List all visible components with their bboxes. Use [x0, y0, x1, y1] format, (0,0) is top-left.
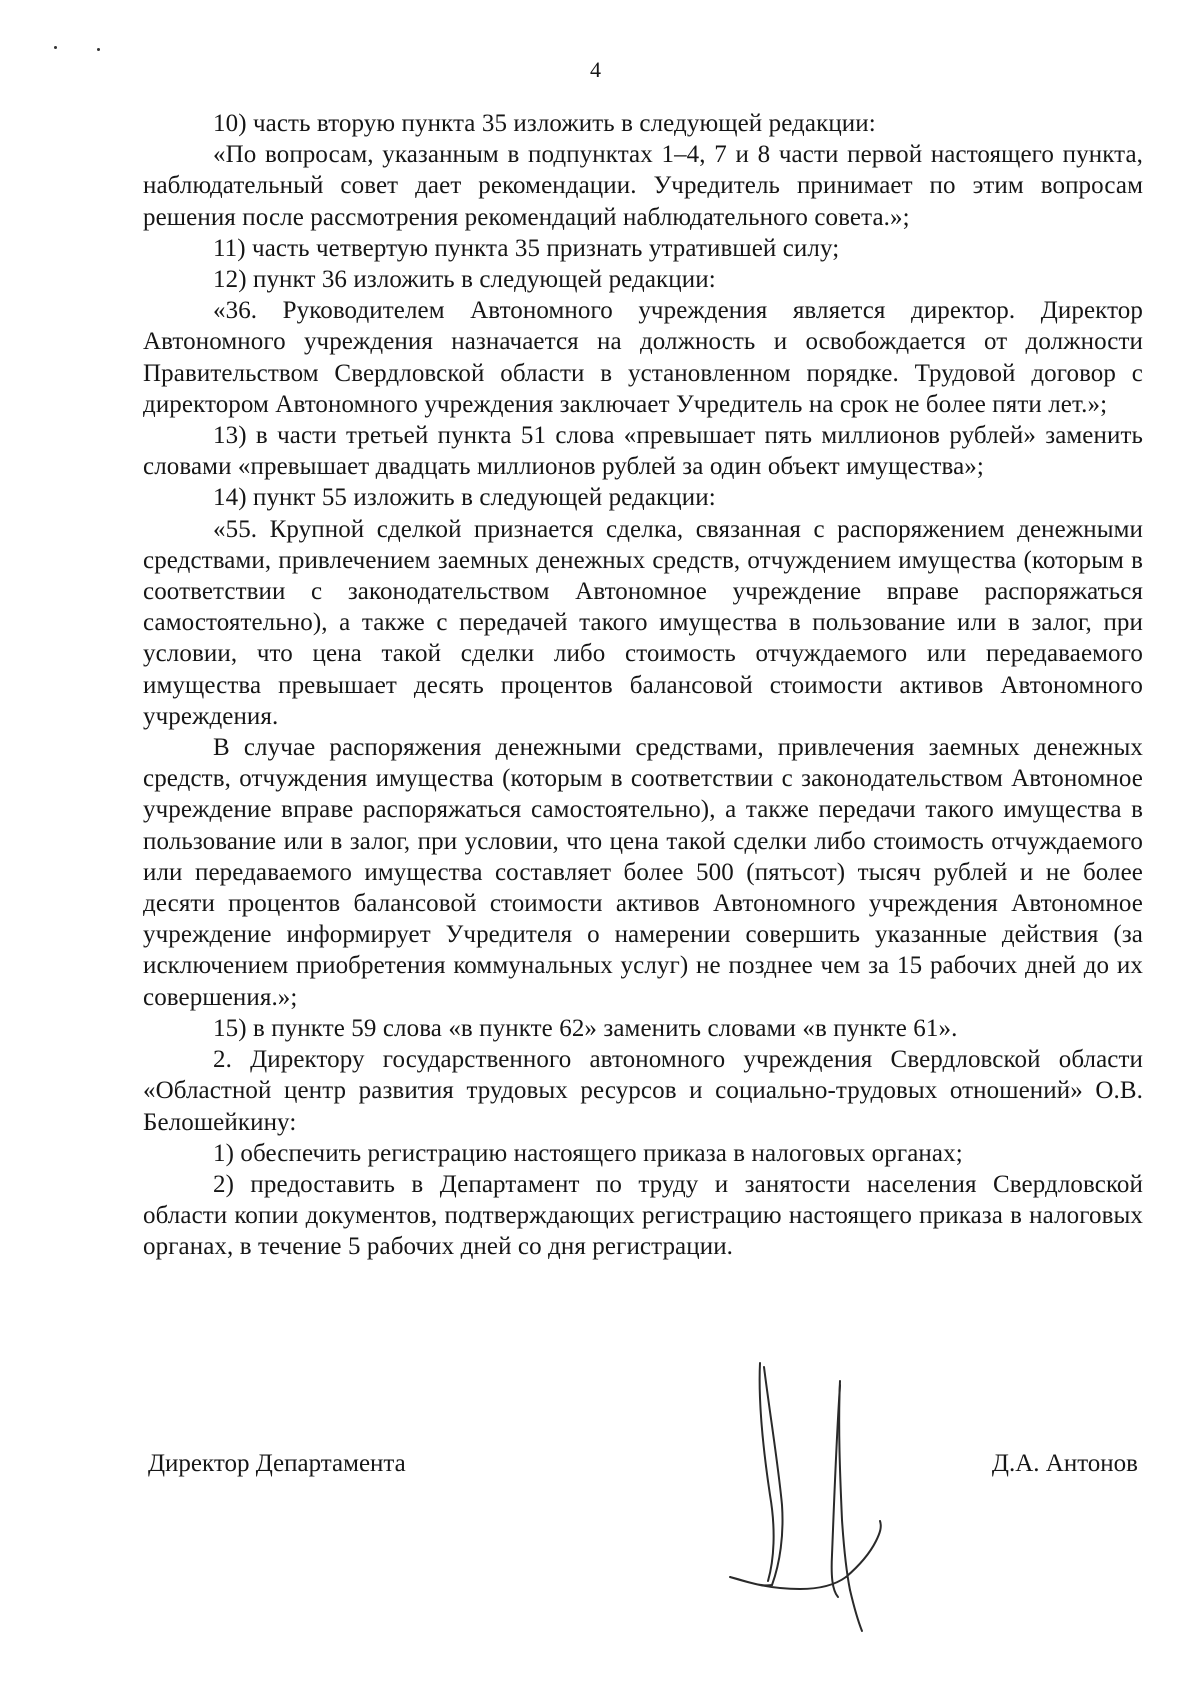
paragraph-subitem-1: 1) обеспечить регистрацию настоящего приказа в налоговых органах; — [213, 1139, 963, 1167]
signature-block — [148, 1448, 1138, 1488]
paragraph-quote-35: «По вопросам, указанным в подпунктах 1–4, 7 и 8 части первой настоящего пункта, наблюдательный совет дает рекомендации. Учредитель принимает по этим вопросам решения после рассмотрения рекомендаций наблюдательного совета.»; — [143, 141, 1143, 231]
page-number: 4 — [590, 57, 601, 82]
paragraph-subitem-2: 2) предоставить в Департамент по труду и занятости населения Свердловской области копии документов, подтверждающих регистрацию настоящего приказа в налоговых органах, в течение 5 рабочих дней со дня регистрации. — [143, 1170, 1143, 1261]
paragraph-item-13: 13) в части третьей пункта 51 слова «превышает пять миллионов рублей» заменить словами «превышает двадцать миллионов рублей за один объект имущества»; — [143, 422, 1143, 481]
paragraph-quote-55: «55. Крупной сделкой признается сделка, связанная с распоряжением денежными средствами, привлечением заемных денежных средств, отчуждением имущества (которым в соответствии с законодательством Автономное учреждение вправе распоряжаться самостоятельно), а также с передачей такого имущества в пользование или в залог, при условии, что цена такой сделки либо стоимость отчуждаемого или передаваемого имущества превышает десять процентов балансовой стоимости активов Автономного учреждения. — [143, 515, 1143, 730]
paragraph-quote-55-part-2: В случае распоряжения денежными средствами, привлечения заемных денежных средств, отчуждения имущества (которым в соответствии с законодательством Автономное учреждение вправе распоряжаться самостоятельно), а также передачи такого имущества в пользование или в залог, при условии, что цена такой сделки либо стоимость отчуждаемого или передаваемого имущества составляет более 500 (пятьсот) тысяч рублей и не более десяти процентов балансовой стоимости активов Автономного учреждения Автономное учреждение информирует Учредителя о намерении совершить указанные действия (за исключением приобретения коммунальных услуг) не позднее чем за 15 рабочих дней до их совершения.»; — [143, 734, 1143, 1011]
paragraph-quote-36: «36. Руководителем Автономного учреждения является директор. Директор Автономного учреждения назначается на должность и освобождается от должности Правительством Свердловской области в установленном порядке. Трудовой договор с директором Автономного учреждения заключает Учредитель на срок не более пяти лет.»; — [143, 297, 1143, 418]
handwritten-signature — [690, 1345, 950, 1635]
paragraph-item-14: 14) пункт 55 изложить в следующей редакции: — [213, 484, 716, 512]
paragraph-item-10: 10) часть вторую пункта 35 изложить в следующей редакции: — [213, 110, 876, 137]
paragraph-item-15: 15) в пункте 59 слова «в пункте 62» заменить словами «в пункте 61». — [213, 1014, 958, 1042]
paragraph-item-11: 11) часть четвертую пункта 35 признать утратившей силу; — [213, 234, 840, 262]
document-body — [143, 108, 1143, 1263]
paragraph-section-2: 2. Директору государственного автономного учреждения Свердловской области «Областной центр развития трудовых ресурсов и социально-трудовых отношений» О.В. Белошейкину: — [143, 1046, 1143, 1136]
scan-artifact-dots — [54, 44, 114, 54]
signer-position: Директор Департамента — [148, 1450, 406, 1477]
paragraph-item-12: 12) пункт 36 изложить в следующей редакции: — [213, 266, 716, 294]
signer-name: Д.А. Антонов — [991, 1450, 1138, 1477]
